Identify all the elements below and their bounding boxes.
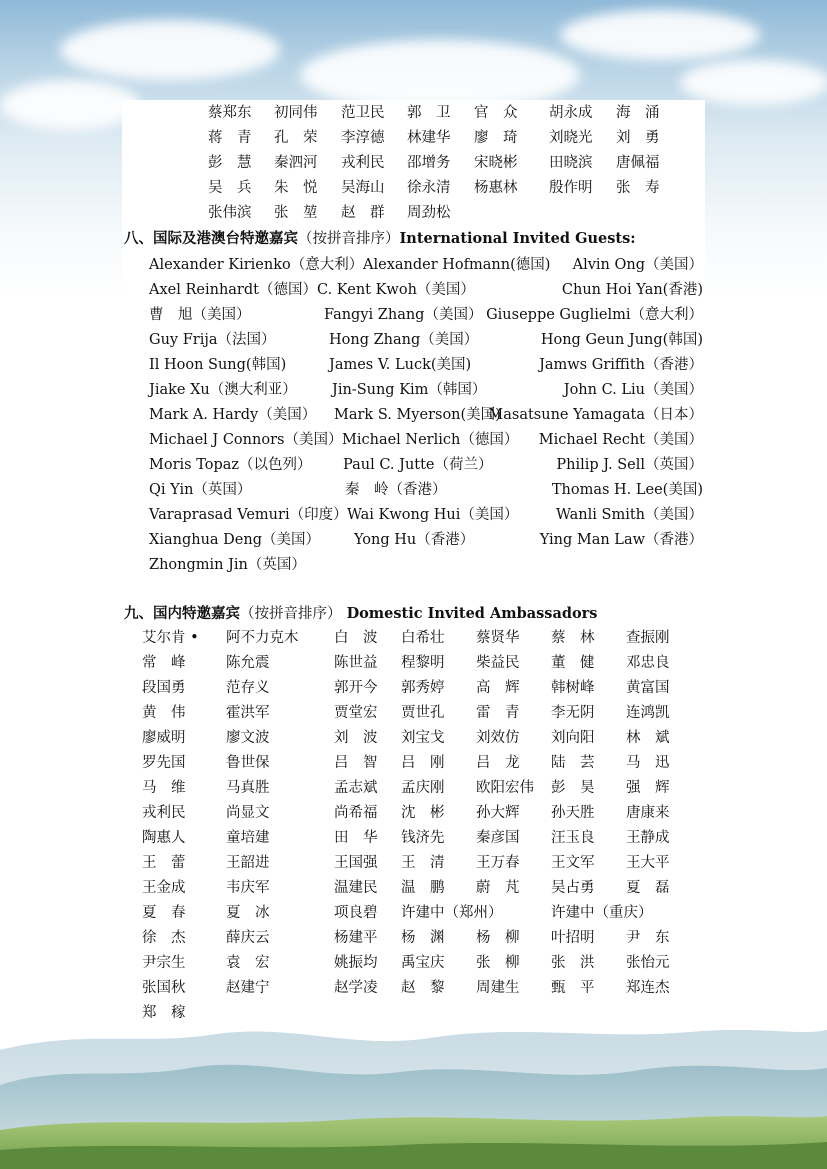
name-cell: 陆 芸 — [551, 755, 595, 771]
guest-row — [149, 428, 709, 453]
guest-name: Chun Hoi Yan(香港) — [561, 282, 703, 298]
name-cell: 范存义 — [226, 680, 270, 696]
name-cell — [626, 901, 696, 926]
guest-name: Paul C. Jutte（荷兰） — [343, 457, 493, 473]
name-cell: 柴益民 — [476, 655, 520, 671]
name-cell: 马 迅 — [626, 755, 670, 771]
name-cell: 戎利民 — [142, 805, 186, 821]
name-cell: 殷作明 — [549, 180, 593, 196]
name-cell: 鲁世保 — [226, 755, 270, 771]
name-cell: 胡永成 — [549, 105, 593, 121]
guest-name: Jin-Sung Kim（韩国） — [332, 382, 487, 398]
name-cell: 陈世益 — [334, 655, 378, 671]
name-cell: 尚显文 — [226, 805, 270, 821]
name-cell: 刘 勇 — [616, 130, 660, 146]
name-cell: 高 辉 — [476, 680, 520, 696]
name-cell — [474, 201, 549, 226]
guest-row — [149, 328, 709, 353]
name-cell: 周建生 — [476, 980, 520, 996]
guest-name: Mark S. Myerson(美国) — [334, 407, 501, 423]
name-cell: 王 蕾 — [142, 855, 186, 871]
name-cell: 王 清 — [401, 855, 445, 871]
guest-row — [149, 253, 709, 278]
guest-name: Wanli Smith（美国） — [556, 507, 703, 523]
guest-name: Thomas H. Lee(美国) — [551, 482, 703, 498]
committee-names-grid — [208, 101, 676, 226]
name-cell — [551, 1001, 626, 1026]
name-cell: 邓忠良 — [626, 655, 670, 671]
name-cell: 王国强 — [334, 855, 378, 871]
name-cell: 吴 兵 — [208, 180, 252, 196]
name-cell: 尚希福 — [334, 805, 378, 821]
name-cell: 刘效仿 — [476, 730, 520, 746]
name-cell: 姚振均 — [334, 955, 378, 971]
guest-name: Ying Man Law（香港） — [539, 532, 703, 548]
guest-name: 秦 岭（香港） — [345, 482, 447, 498]
section-9-title: 九、国内特邀嘉宾 — [124, 605, 240, 622]
name-cell: 阿不力克木 — [226, 630, 299, 646]
name-cell: 朱 悦 — [274, 180, 318, 196]
section-9-heading — [124, 602, 597, 623]
name-cell: 孔 荣 — [274, 130, 318, 146]
name-cell: 杨 渊 — [401, 930, 445, 946]
name-cell: 夏 磊 — [626, 880, 670, 896]
section-8-heading — [124, 227, 636, 248]
name-cell: 郭 卫 — [407, 105, 451, 121]
name-cell: 张国秋 — [142, 980, 186, 996]
guest-name: Jamws Griffith（香港） — [539, 357, 703, 373]
section-8-sort-note: （按拼音排序） — [298, 231, 400, 247]
name-cell: 赵 群 — [341, 205, 385, 221]
name-cell: 王静成 — [626, 830, 670, 846]
name-cell: 彭 昊 — [551, 780, 595, 796]
name-cell: 官 众 — [474, 105, 518, 121]
name-cell: 徐永清 — [407, 180, 451, 196]
name-cell: 陈允震 — [226, 655, 270, 671]
name-cell: 连鸿凯 — [626, 705, 670, 721]
name-cell: 徐 杰 — [142, 930, 186, 946]
guest-name: Masatsune Yamagata（日本） — [488, 407, 703, 423]
guest-row — [149, 303, 709, 328]
guest-name: Alexander Kirienko（意大利） — [149, 257, 364, 273]
guest-name: Philip J. Sell（英国） — [556, 457, 703, 473]
guest-name: Michael Nerlich（德国） — [342, 432, 519, 448]
name-cell: 初同伟 — [274, 105, 318, 121]
name-cell: 孙天胜 — [551, 805, 595, 821]
name-cell: 刘 波 — [334, 730, 378, 746]
guest-name: Guy Frija（法国） — [149, 332, 276, 348]
name-cell: 彭 慧 — [208, 155, 252, 171]
guest-row — [149, 378, 709, 403]
name-cell: 孟庆刚 — [401, 780, 445, 796]
name-cell: 张 洪 — [551, 955, 595, 971]
name-cell: 夏 春 — [142, 905, 186, 921]
guest-name: Axel Reinhardt（德国） — [149, 282, 317, 298]
name-cell: 薛庆云 — [226, 930, 270, 946]
name-cell: 贾堂宏 — [334, 705, 378, 721]
name-cell: 王金成 — [142, 880, 186, 896]
name-cell: 童培建 — [226, 830, 270, 846]
name-cell: 郭秀婷 — [401, 680, 445, 696]
name-cell: 雷 青 — [476, 705, 520, 721]
guest-name: Qi Yin（英国） — [149, 482, 252, 498]
name-cell: 叶招明 — [551, 930, 595, 946]
name-cell — [401, 1001, 476, 1026]
name-cell: 杨 柳 — [476, 930, 520, 946]
name-cell: 秦彦国 — [476, 830, 520, 846]
name-cell: 禹宝庆 — [401, 955, 445, 971]
guest-row — [149, 453, 709, 478]
name-cell: 马真胜 — [226, 780, 270, 796]
name-cell: 孟志斌 — [334, 780, 378, 796]
name-cell: 王文军 — [551, 855, 595, 871]
name-cell: 海 涌 — [616, 105, 660, 121]
name-cell: 唐康来 — [626, 805, 670, 821]
name-cell: 林建华 — [407, 130, 451, 146]
name-cell: 宋晓彬 — [474, 155, 518, 171]
name-cell: 吴占勇 — [551, 880, 595, 896]
name-cell: 邵增务 — [407, 155, 451, 171]
name-cell: 周劲松 — [407, 205, 451, 221]
name-cell — [549, 201, 616, 226]
name-cell: 罗先国 — [142, 755, 186, 771]
guest-name: Il Hoon Sung(韩国) — [149, 357, 287, 373]
section-8-title-en: International Invited Guests: — [399, 230, 636, 247]
name-cell: 张 堃 — [274, 205, 318, 221]
guest-row — [149, 353, 709, 378]
name-cell: 韦庆军 — [226, 880, 270, 896]
name-cell: 查振刚 — [626, 630, 670, 646]
name-cell: 吕 龙 — [476, 755, 520, 771]
name-cell: 贾世孔 — [401, 705, 445, 721]
name-cell: 刘向阳 — [551, 730, 595, 746]
name-cell: 许建中（重庆） — [551, 905, 653, 921]
name-cell: 黄富国 — [626, 680, 670, 696]
guest-name: John C. Liu（美国） — [563, 382, 703, 398]
name-cell: 董 健 — [551, 655, 595, 671]
name-cell: 艾尔肯 • — [142, 630, 199, 646]
guest-row — [149, 503, 709, 528]
guest-name: Fangyi Zhang（美国） — [324, 307, 483, 323]
name-cell: 张 柳 — [476, 955, 520, 971]
guest-name: Varaprasad Vemuri（印度） — [149, 507, 348, 523]
name-cell: 田晓滨 — [549, 155, 593, 171]
name-cell: 赵 黎 — [401, 980, 445, 996]
guest-name: Giuseppe Guglielmi（意大利） — [486, 307, 703, 323]
landscape-illustration — [0, 1010, 827, 1169]
name-cell — [616, 201, 676, 226]
name-cell: 蔡郑东 — [208, 105, 252, 121]
guest-row — [149, 478, 709, 503]
name-cell: 韩树峰 — [551, 680, 595, 696]
name-cell: 段国勇 — [142, 680, 186, 696]
name-cell: 戎利民 — [341, 155, 385, 171]
name-cell — [226, 1001, 334, 1026]
guest-name: 曹 旭（美国） — [149, 307, 251, 323]
name-cell: 项良碧 — [334, 905, 378, 921]
name-cell: 蒋 青 — [208, 130, 252, 146]
name-cell: 王万春 — [476, 855, 520, 871]
guest-row — [149, 553, 709, 578]
section-9-title-en: Domestic Invited Ambassadors — [346, 605, 598, 622]
section-8-title: 八、国际及港澳台特邀嘉宾 — [124, 230, 298, 247]
name-cell: 刘宝戈 — [401, 730, 445, 746]
name-cell — [476, 1001, 551, 1026]
guest-name: Mark A. Hardy（美国） — [149, 407, 317, 423]
guest-name: Yong Hu（香港） — [354, 532, 475, 548]
guest-name: Zhongmin Jin（英国） — [149, 557, 306, 573]
name-cell: 张伟滨 — [208, 205, 252, 221]
guest-name: Jiake Xu（澳大利亚） — [149, 382, 297, 398]
name-cell: 黄 伟 — [142, 705, 186, 721]
guest-name: Xianghua Deng（美国） — [149, 532, 320, 548]
name-cell: 王大平 — [626, 855, 670, 871]
name-cell: 范卫民 — [341, 105, 385, 121]
guest-name: Alexander Hofmann(德国) — [363, 257, 551, 273]
name-cell: 许建中（郑州） — [401, 905, 503, 921]
name-cell: 刘晓光 — [549, 130, 593, 146]
name-cell: 郑 稼 — [142, 1005, 186, 1021]
guest-name: Michael Recht（美国） — [538, 432, 703, 448]
name-cell: 孙大辉 — [476, 805, 520, 821]
name-cell: 赵学凌 — [334, 980, 378, 996]
name-cell — [626, 1001, 696, 1026]
name-cell: 赵建宁 — [226, 980, 270, 996]
guest-row — [149, 278, 709, 303]
name-cell: 袁 宏 — [226, 955, 270, 971]
name-cell: 常 峰 — [142, 655, 186, 671]
international-guests-list — [149, 253, 709, 578]
name-cell: 廖文波 — [226, 730, 270, 746]
name-cell: 林 斌 — [626, 730, 670, 746]
guest-row — [149, 403, 709, 428]
name-cell: 蔡贤华 — [476, 630, 520, 646]
name-cell: 田 华 — [334, 830, 378, 846]
name-cell: 杨惠林 — [474, 180, 518, 196]
guest-name: Hong Zhang（美国） — [329, 332, 479, 348]
guest-name: Hong Geun Jung(韩国) — [540, 332, 703, 348]
name-cell: 甄 平 — [551, 980, 595, 996]
guest-name: James V. Luck(美国) — [329, 357, 472, 373]
name-cell: 沈 彬 — [401, 805, 445, 821]
name-cell: 李淳德 — [341, 130, 385, 146]
name-cell: 蔡 林 — [551, 630, 595, 646]
name-cell: 吕 刚 — [401, 755, 445, 771]
name-cell: 廖威明 — [142, 730, 186, 746]
name-cell: 强 辉 — [626, 780, 670, 796]
name-cell: 马 维 — [142, 780, 186, 796]
guest-name: Alvin Ong（美国） — [572, 257, 703, 273]
name-cell: 欧阳宏伟 — [476, 780, 534, 796]
name-cell: 杨建平 — [334, 930, 378, 946]
name-cell: 尹 东 — [626, 930, 670, 946]
name-cell: 温建民 — [334, 880, 378, 896]
name-cell: 郑连杰 — [626, 980, 670, 996]
name-cell: 廖 琦 — [474, 130, 518, 146]
name-cell: 吴海山 — [341, 180, 385, 196]
name-cell: 白希壮 — [401, 630, 445, 646]
guest-name: C. Kent Kwoh（美国） — [317, 282, 475, 298]
name-cell: 张怡元 — [626, 955, 670, 971]
guest-name: Wai Kwong Hui（美国） — [347, 507, 519, 523]
guest-name: Moris Topaz（以色列） — [149, 457, 312, 473]
name-cell: 汪玉良 — [551, 830, 595, 846]
name-cell: 白 波 — [334, 630, 378, 646]
guest-row — [149, 528, 709, 553]
name-cell: 唐佩福 — [616, 155, 660, 171]
section-9-sort-note: （按拼音排序） — [240, 606, 342, 622]
name-cell: 吕 智 — [334, 755, 378, 771]
name-cell: 秦泗河 — [274, 155, 318, 171]
guest-name: Michael J Connors（美国） — [149, 432, 343, 448]
name-cell: 王韶进 — [226, 855, 270, 871]
name-cell: 夏 冰 — [226, 905, 270, 921]
name-cell — [476, 901, 551, 926]
name-cell: 霍洪军 — [226, 705, 270, 721]
name-cell: 李无阴 — [551, 705, 595, 721]
name-cell: 郭开今 — [334, 680, 378, 696]
name-cell: 陶惠人 — [142, 830, 186, 846]
name-cell: 温 鹏 — [401, 880, 445, 896]
name-cell: 钱济先 — [401, 830, 445, 846]
name-cell: 尹宗生 — [142, 955, 186, 971]
name-cell: 程黎明 — [401, 655, 445, 671]
name-cell: 张 寿 — [616, 180, 660, 196]
name-cell — [334, 1001, 401, 1026]
domestic-guests-grid — [142, 626, 696, 1026]
name-cell: 蔚 芃 — [476, 880, 520, 896]
